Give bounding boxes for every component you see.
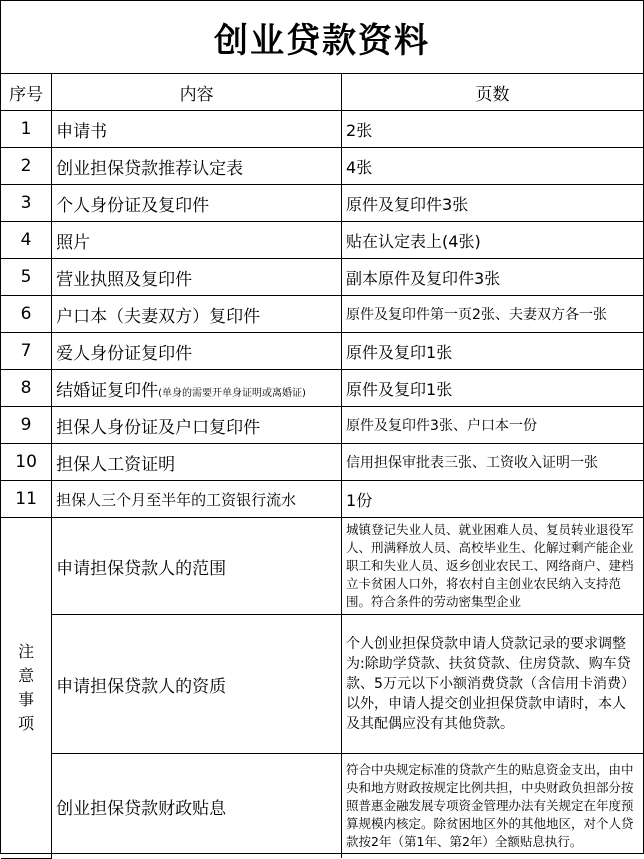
note-text: 城镇登记失业人员、就业困难人员、复员转业退役军人、刑满释放人员、高校毕业生、化解过剩产能企业职工和失业人员、返乡创业农民工、网络商户、建档立卡贫困人口外，将农村自主创业农民纳入支持范围。符合条件的劳动密集型企业 [342,518,643,615]
row-pages: 原件及复印件3张、户口本一份 [342,407,643,444]
title-row [1,1,643,74]
row-no: 5 [1,259,52,296]
row-content [52,370,342,407]
row-no: 6 [1,296,52,333]
notes-row [1,518,643,615]
row-no: 11 [1,481,52,518]
materials-table [1,74,643,859]
row-content: 户口本（夫妻双方）复印件 [52,296,342,333]
row-pages: 副本原件及复印件3张 [342,259,643,296]
row-pages: 贴在认定表上(4张) [342,222,643,259]
table-row [1,222,643,259]
note-title: 申请担保贷款人的资质 [52,615,342,754]
row-content: 申请书 [52,111,342,148]
row-content: 担保人工资证明 [52,444,342,481]
table-row [1,185,643,222]
note-title: 创业担保贷款财政贴息 [52,754,342,859]
note-title: 申请担保贷款人的范围 [52,518,342,615]
row-pages: 原件及复印件3张 [342,185,643,222]
table-row [1,370,643,407]
row-pages: 4张 [342,148,643,185]
row-pages: 2张 [342,111,643,148]
header-pages: 页数 [342,74,643,111]
table-header [1,74,643,111]
row-no: 8 [1,370,52,407]
row-content: 照片 [52,222,342,259]
row-no: 1 [1,111,52,148]
row-content: 创业担保贷款推荐认定表 [52,148,342,185]
row-no: 9 [1,407,52,444]
notes-label [1,518,52,859]
row-no: 3 [1,185,52,222]
row-no: 2 [1,148,52,185]
row-content: 担保人三个月至半年的工资银行流水 [52,481,342,518]
row-pages: 原件及复印件第一页2张、夫妻双方各一张 [342,296,643,333]
table-row [1,148,643,185]
table-row [1,444,643,481]
header-content: 内容 [52,74,342,111]
notes-label-char: 注 [18,641,35,661]
notes-label-char: 项 [18,713,35,733]
header-no: 序号 [1,74,52,111]
row-pages: 原件及复印1张 [342,370,643,407]
row-no: 10 [1,444,52,481]
document-title: 创业贷款资料 [214,20,430,61]
table-row [1,296,643,333]
row-pages: 1份 [342,481,643,518]
note-text: 个人创业担保贷款申请人贷款记录的要求调整为:除助学贷款、扶贫贷款、住房贷款、购车贷款、5万元以下小额消费贷款（含信用卡消费）以外，申请人提交创业担保贷款申请时，本人及其配偶应没有其他贷款。 [342,615,643,754]
row-content: 爱人身份证复印件 [52,333,342,370]
row-no: 7 [1,333,52,370]
row-pages: 信用担保审批表三张、工资收入证明一张 [342,444,643,481]
row-content-note: (单身的需要开单身证明或离婚证) [158,387,306,399]
row-content: 个人身份证及复印件 [52,185,342,222]
row-no: 4 [1,222,52,259]
table-row [1,333,643,370]
row-content: 担保人身份证及户口复印件 [52,407,342,444]
notes-row [1,615,643,754]
notes-label-char: 事 [18,689,35,709]
table-row [1,111,643,148]
notes-row [1,754,643,859]
table-row [1,259,643,296]
note-text: 符合中央规定标准的贷款产生的贴息资金支出，由中央和地方财政按规定比例共担，中央财政负担部分按照普惠金融发展专项资金管理办法有关规定在年度预算规模内核定。除贫困地区外的其他地区，对个人贷款按2年（第1年、第2年）全额贴息执行。 [342,754,643,859]
row-content: 营业执照及复印件 [52,259,342,296]
row-content-text: 结婚证复印件 [56,380,159,401]
table-row [1,481,643,518]
notes-label-char: 意 [18,665,35,685]
table-row [1,407,643,444]
row-pages: 原件及复印1张 [342,333,643,370]
